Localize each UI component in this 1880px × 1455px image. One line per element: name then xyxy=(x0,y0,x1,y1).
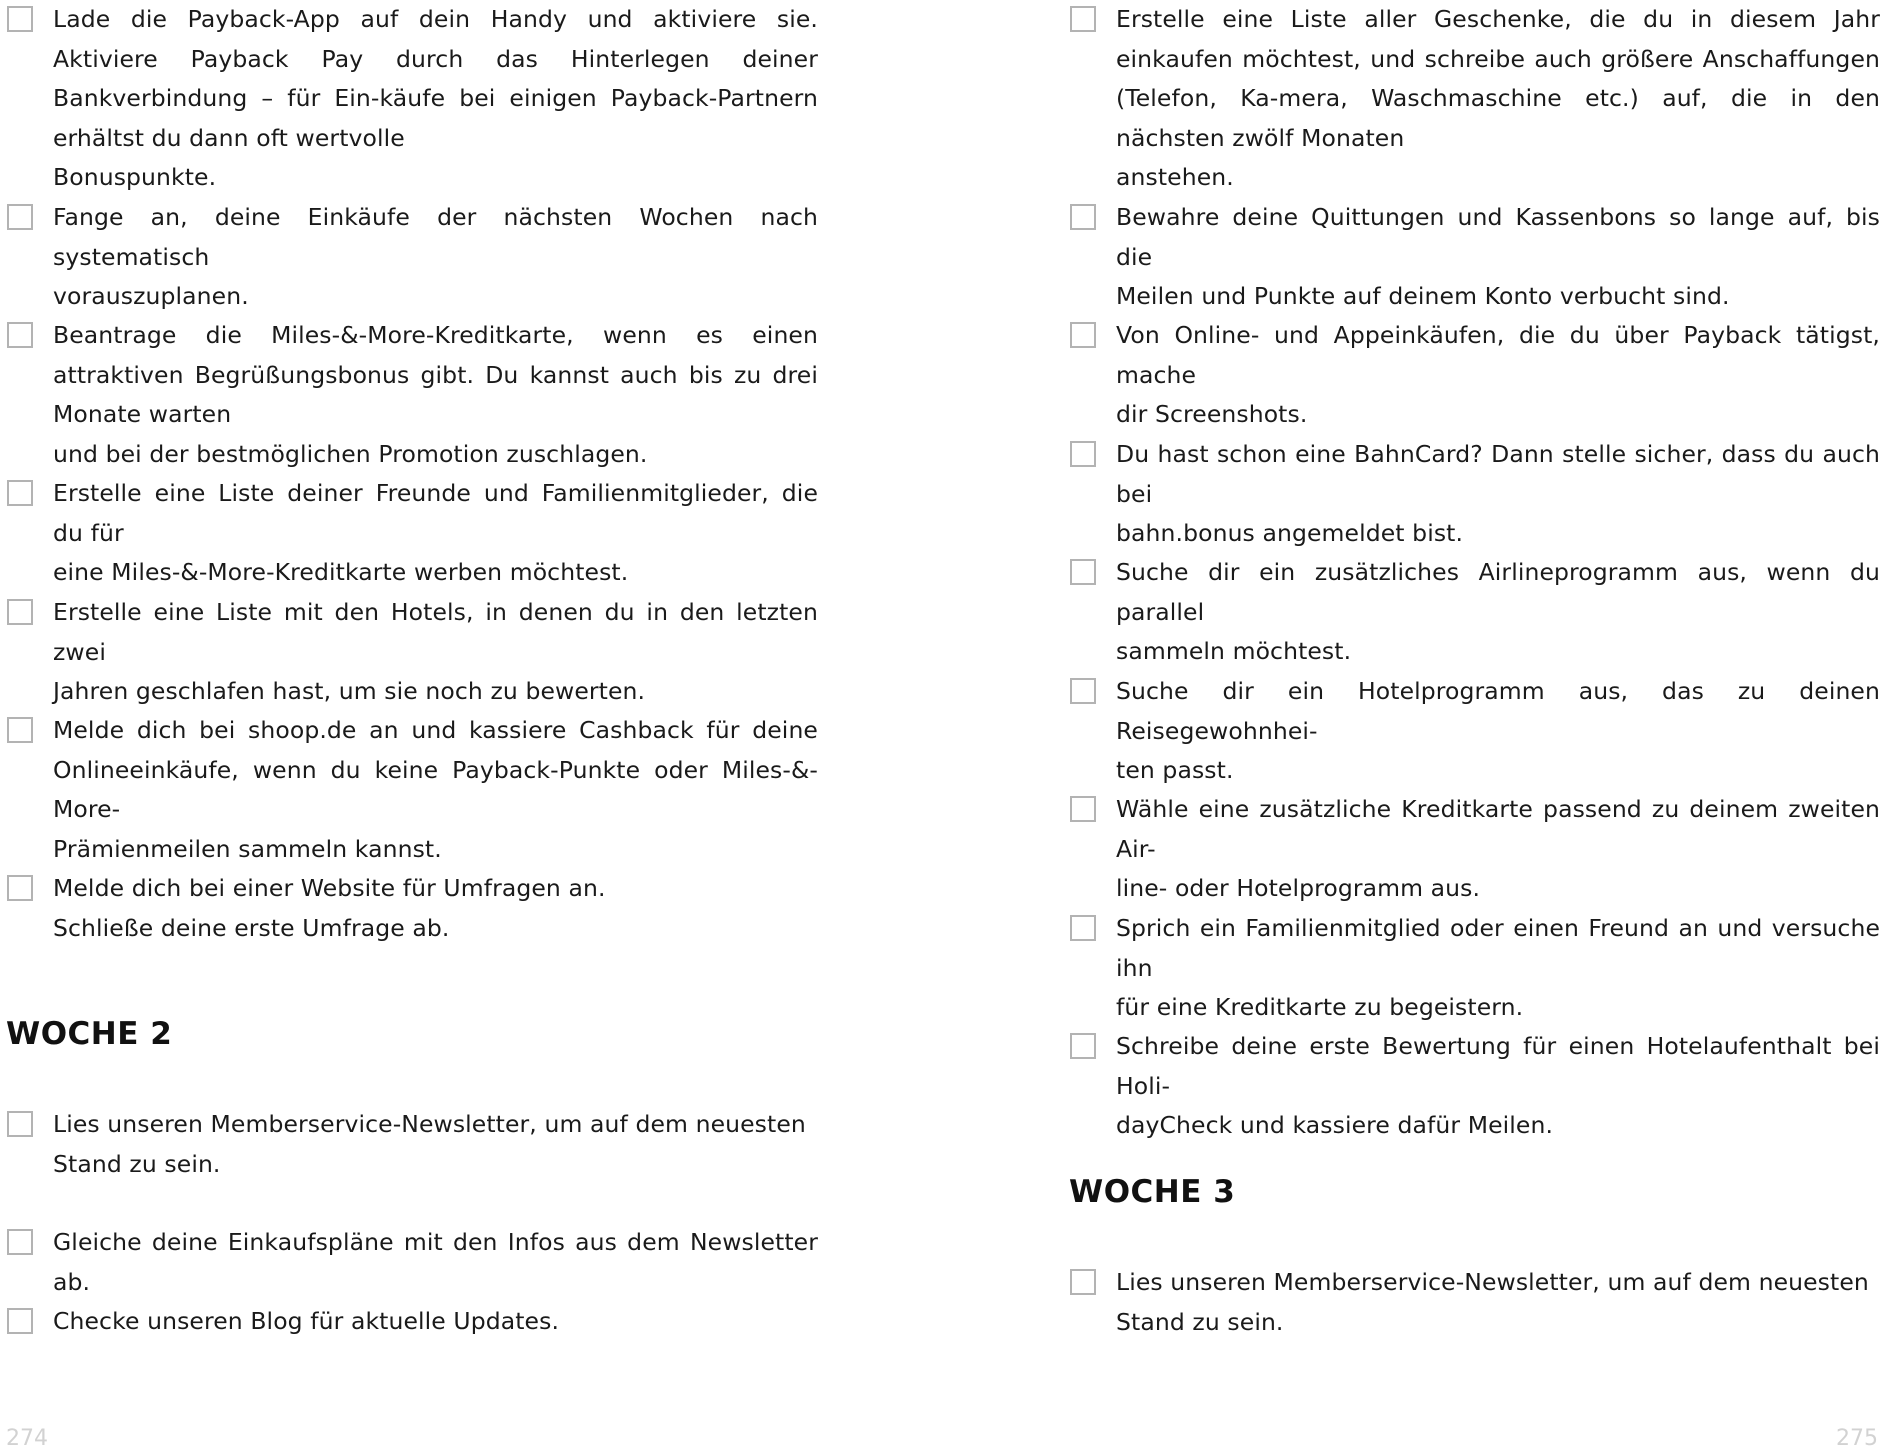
checkbox[interactable] xyxy=(7,1308,33,1334)
item-text: Du hast schon eine BahnCard? Dann stelle sicher, dass du auch bei bahn.bonus angemeldet bist. xyxy=(1116,440,1880,547)
item-text: Von Online- und Appeinkäufen, die du über Payback tätigst, mache dir Screenshots. xyxy=(1116,321,1880,428)
checkbox[interactable] xyxy=(7,1111,33,1137)
checklist-item xyxy=(1063,0,1880,198)
item-text: Wähle eine zusätzliche Kreditkarte passend zu deinem zweiten Air- line- oder Hotelprogramm aus. xyxy=(1116,795,1880,902)
checkbox[interactable] xyxy=(7,1229,33,1255)
checkbox[interactable] xyxy=(1070,1033,1096,1059)
item-text: Melde dich bei shoop.de an und kassiere Cashback für deine Onlineeinkäufe, wenn du keine Payback-Punkte oder Miles-&-More- Prämienmeilen sammeln kannst. xyxy=(53,716,818,863)
checklist-item xyxy=(1063,672,1880,791)
checklist-item xyxy=(1063,435,1880,554)
checkbox[interactable] xyxy=(7,599,33,625)
checklist-item xyxy=(0,0,818,198)
checkbox[interactable] xyxy=(1070,441,1096,467)
checklist-item xyxy=(0,198,818,317)
checklist-item xyxy=(1063,909,1880,1028)
checkbox[interactable] xyxy=(1070,796,1096,822)
checkbox[interactable] xyxy=(1070,6,1096,32)
item-text: Erstelle eine Liste aller Geschenke, die du in diesem Jahr einkaufen möchtest, und schreibe auch größere Anschaffungen (Telefon, Ka-mera, Waschmaschine etc.) auf, die in den nächsten zwölf Monaten anstehen. xyxy=(1116,5,1880,191)
checkbox[interactable] xyxy=(7,322,33,348)
checkbox[interactable] xyxy=(1070,1269,1096,1295)
checklist-item xyxy=(0,1105,818,1184)
item-text: Bewahre deine Quittungen und Kassenbons so lange auf, bis die Meilen und Punkte auf deinem Konto verbucht sind. xyxy=(1116,203,1880,310)
week2-heading: WOCHE 2 xyxy=(6,1016,173,1052)
item-text: Lies unseren Memberservice-Newsletter, um auf dem neuesten Stand zu sein. xyxy=(53,1110,806,1178)
item-text: Melde dich bei einer Website für Umfragen an. Schließe deine erste Umfrage ab. xyxy=(53,874,606,942)
item-text: Lade die Payback-App auf dein Handy und aktiviere sie. Aktiviere Payback Pay durch das Hinterlegen deiner Bankverbindung – für Ein-käufe bei einigen Payback-Partnern erhältst du dann oft wertvolle Bonuspunkte. xyxy=(53,5,818,191)
item-text: Gleiche deine Einkaufspläne mit den Infos aus dem Newsletter ab. xyxy=(53,1228,818,1296)
checklist-item xyxy=(1063,790,1880,909)
item-text: Lies unseren Memberservice-Newsletter, um auf dem neuesten Stand zu sein. xyxy=(1116,1268,1869,1336)
item-text: Beantrage die Miles-&-More-Kreditkarte, wenn es einen attraktiven Begrüßungsbonus gibt. Du kannst auch bis zu drei Monate warten und bei der bestmöglichen Promotion zuschlagen. xyxy=(53,321,818,468)
item-text: Sprich ein Familienmitglied oder einen Freund an und versuche ihn für eine Kreditkarte zu begeistern. xyxy=(1116,914,1880,1021)
checklist-item xyxy=(1063,553,1880,672)
item-text: Suche dir ein Hotelprogramm aus, das zu deinen Reisegewohnhei- ten passt. xyxy=(1116,677,1880,784)
checklist-item xyxy=(1063,1263,1880,1342)
week3-heading: WOCHE 3 xyxy=(1069,1174,1236,1210)
checkbox[interactable] xyxy=(7,204,33,230)
checklist-item xyxy=(1063,316,1880,435)
item-text: Erstelle eine Liste mit den Hotels, in denen du in den letzten zwei Jahren geschlafen hast, um sie noch zu bewerten. xyxy=(53,598,818,705)
checkbox[interactable] xyxy=(7,875,33,901)
checklist-item xyxy=(0,711,818,869)
checklist-item xyxy=(0,1302,818,1342)
checklist-item xyxy=(1063,198,1880,317)
checklist-item xyxy=(1063,1027,1880,1146)
checklist-item xyxy=(0,1223,818,1302)
checkbox[interactable] xyxy=(1070,322,1096,348)
checkbox[interactable] xyxy=(1070,559,1096,585)
right-page xyxy=(1063,0,1880,1455)
item-text: Erstelle eine Liste deiner Freunde und Familienmitglieder, die du für eine Miles-&-More-Kreditkarte werben möchtest. xyxy=(53,479,818,586)
checkbox[interactable] xyxy=(7,480,33,506)
checklist-item xyxy=(0,593,818,712)
item-text: Suche dir ein zusätzliches Airlineprogramm aus, wenn du parallel sammeln möchtest. xyxy=(1116,558,1880,665)
left-page xyxy=(0,0,830,1455)
page-number: 274 xyxy=(6,1426,48,1451)
checklist-item xyxy=(0,316,818,474)
item-text: Checke unseren Blog für aktuelle Updates. xyxy=(53,1307,560,1335)
checkbox[interactable] xyxy=(7,6,33,32)
item-text: Fange an, deine Einkäufe der nächsten Wochen nach systematisch vorauszuplanen. xyxy=(53,203,818,310)
checkbox[interactable] xyxy=(7,717,33,743)
checklist-item xyxy=(0,869,818,948)
checkbox[interactable] xyxy=(1070,915,1096,941)
checklist-item xyxy=(0,474,818,593)
item-text: Schreibe deine erste Bewertung für einen Hotelaufenthalt bei Holi- dayCheck und kassiere dafür Meilen. xyxy=(1116,1032,1880,1139)
page-number: 275 xyxy=(1836,1426,1878,1451)
checkbox[interactable] xyxy=(1070,204,1096,230)
checkbox[interactable] xyxy=(1070,678,1096,704)
